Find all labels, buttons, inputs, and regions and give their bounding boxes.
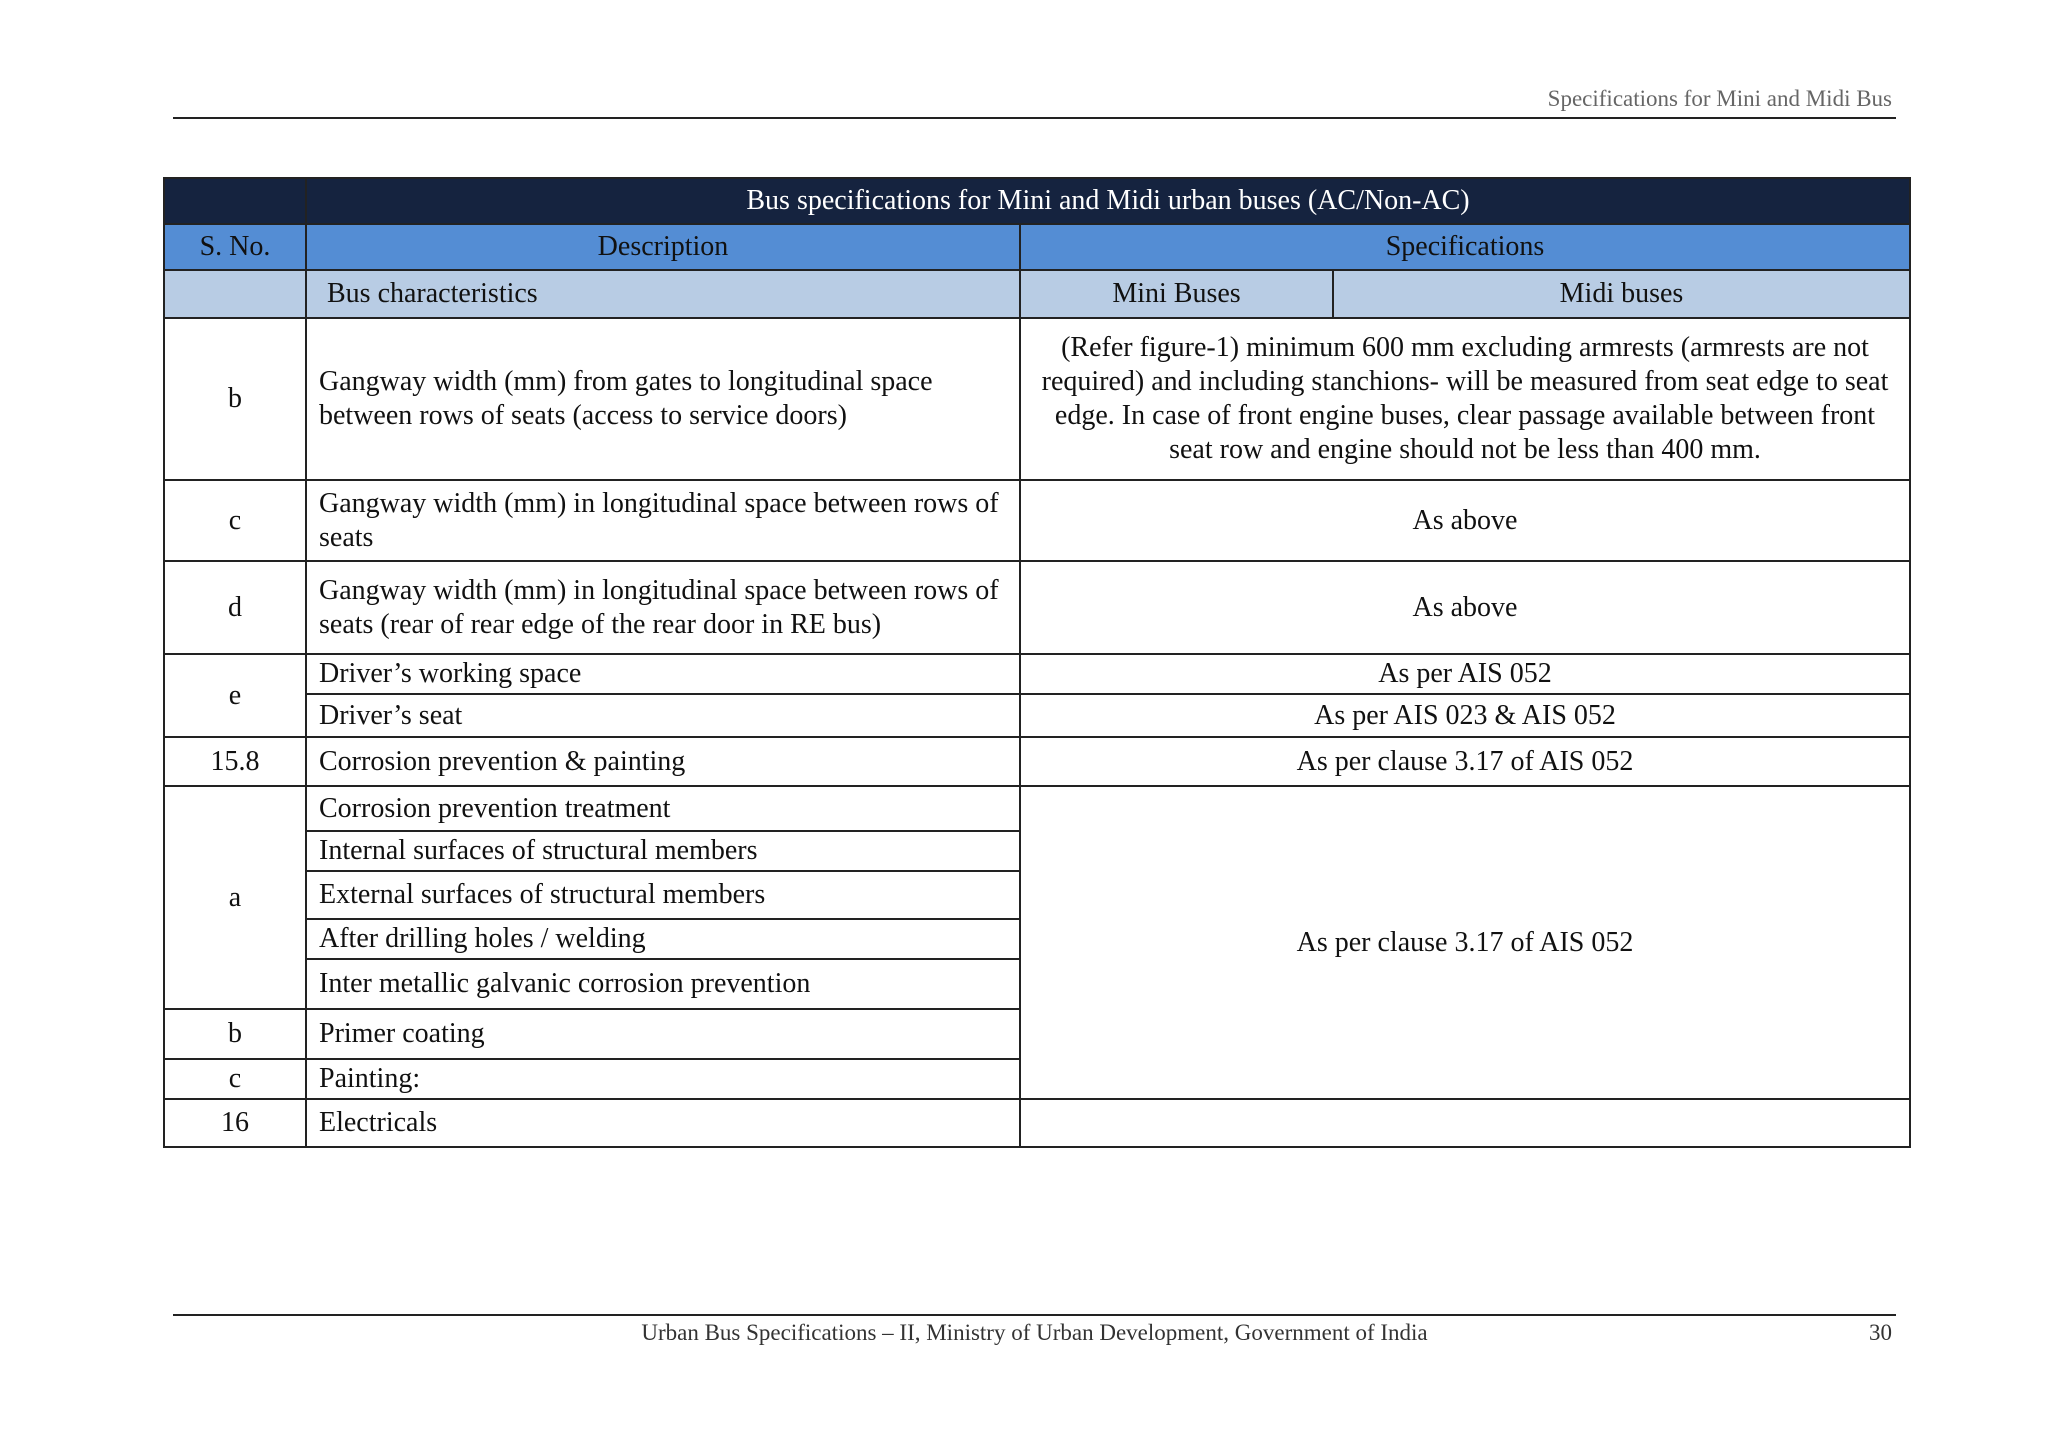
page-number: 30 [1869, 1320, 1892, 1345]
specification-cell: (Refer figure-1) minimum 600 mm excluding armrests (armrests are not required) and including stanchions- will be measured from seat edge to seat edge. In case of front engine buses, clear passage available between front seat row and engine should not be less than 400 mm. [1020, 318, 1910, 480]
sno-cell: c [164, 1059, 306, 1099]
header-rule [173, 117, 1896, 119]
description-cell: Primer coating [306, 1009, 1020, 1059]
table-title-row [164, 178, 1910, 224]
description-cell: Painting: [306, 1059, 1020, 1099]
sno-cell: a [164, 786, 306, 1009]
sno-cell: 16 [164, 1099, 306, 1147]
running-header: Specifications for Mini and Midi Bus [1547, 86, 1892, 111]
sno-cell: d [164, 561, 306, 654]
table-row [164, 480, 1910, 561]
sno-cell: 15.8 [164, 737, 306, 786]
description-cell: Driver’s working space [306, 654, 1020, 694]
specification-cell: As per AIS 023 & AIS 052 [1020, 694, 1910, 737]
footer-rule [173, 1314, 1896, 1316]
description-cell: Corrosion prevention & painting [306, 737, 1020, 786]
description-cell: Gangway width (mm) in longitudinal space between rows of seats (rear of rear edge of the rear door in RE bus) [306, 561, 1020, 654]
subheader-bus-characteristics: Bus characteristics [306, 270, 1020, 318]
description-cell: After drilling holes / welding [306, 919, 1020, 959]
table-row [164, 737, 1910, 786]
specification-cell: As per clause 3.17 of AIS 052 [1020, 737, 1910, 786]
title-blank-cell [164, 178, 306, 224]
table-row [164, 654, 1910, 694]
table-row [164, 561, 1910, 654]
sno-cell: b [164, 318, 306, 480]
specification-cell: As per clause 3.17 of AIS 052 [1020, 786, 1910, 1099]
table-row [164, 318, 1910, 480]
subheader-mini-buses: Mini Buses [1020, 270, 1333, 318]
description-cell: Gangway width (mm) in longitudinal space between rows of seats [306, 480, 1020, 561]
specification-cell: As above [1020, 480, 1910, 561]
table-row [164, 694, 1910, 737]
table-title: Bus specifications for Mini and Midi urban buses (AC/Non-AC) [306, 178, 1910, 224]
table-header-row [164, 224, 1910, 270]
description-cell: Gangway width (mm) from gates to longitudinal space between rows of seats (access to service doors) [306, 318, 1020, 480]
description-cell: Electricals [306, 1099, 1020, 1147]
description-cell: Driver’s seat [306, 694, 1020, 737]
table-subheader-row [164, 270, 1910, 318]
description-cell: Corrosion prevention treatment [306, 786, 1020, 831]
footer-text: Urban Bus Specifications – II, Ministry of Urban Development, Government of India [641, 1320, 1428, 1345]
sno-cell: e [164, 654, 306, 737]
col-header-sno: S. No. [164, 224, 306, 270]
spec-table [163, 177, 1911, 1148]
description-cell: External surfaces of structural members [306, 871, 1020, 919]
subheader-blank-cell [164, 270, 306, 318]
specification-cell: As above [1020, 561, 1910, 654]
col-header-description: Description [306, 224, 1020, 270]
sno-cell: c [164, 480, 306, 561]
description-cell: Internal surfaces of structural members [306, 831, 1020, 871]
description-cell: Inter metallic galvanic corrosion prevention [306, 959, 1020, 1009]
table-row [164, 786, 1910, 831]
subheader-midi-buses: Midi buses [1333, 270, 1910, 318]
sno-cell: b [164, 1009, 306, 1059]
specification-cell: As per AIS 052 [1020, 654, 1910, 694]
specification-cell [1020, 1099, 1910, 1147]
table-row [164, 1099, 1910, 1147]
col-header-specifications: Specifications [1020, 224, 1910, 270]
